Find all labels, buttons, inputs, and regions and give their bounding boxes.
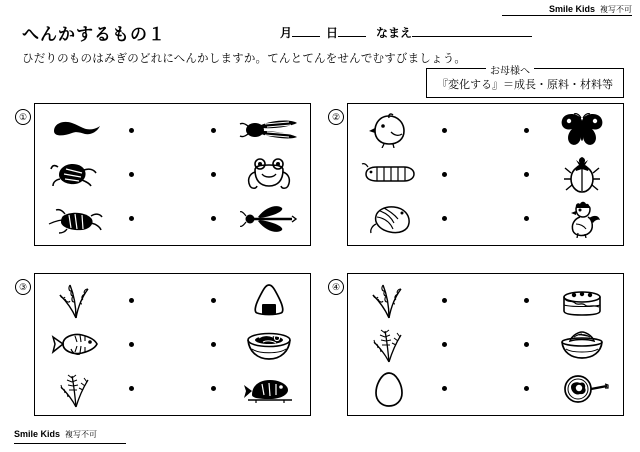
problem-number-4: ④ (328, 279, 344, 295)
cake-icon (551, 280, 613, 320)
field-month-label: 月 (280, 26, 293, 40)
tadpole-icon (45, 110, 107, 150)
field-day[interactable] (326, 22, 366, 41)
problem-1-right-column (173, 104, 311, 245)
problem-1-left-column (35, 104, 173, 245)
egg-icon (358, 369, 420, 409)
problem-panel-3 (16, 273, 311, 416)
brand-note-footer: 複写不可 (65, 430, 98, 439)
list-item[interactable] (173, 324, 301, 364)
problem-number-3: ③ (15, 279, 31, 295)
cicada-nymph-icon (45, 154, 107, 194)
list-item[interactable] (45, 110, 173, 150)
list-item[interactable] (45, 199, 173, 239)
rice-bowl-icon (551, 324, 613, 364)
list-item[interactable] (173, 369, 301, 409)
rooster-icon (551, 199, 613, 239)
dragonfly-icon (238, 199, 300, 239)
connect-dot-left[interactable] (129, 128, 134, 133)
field-day-line[interactable] (338, 22, 366, 37)
fried-egg-pan-icon (551, 369, 613, 409)
problem-panel-2 (329, 103, 624, 246)
list-item[interactable] (45, 324, 173, 364)
connect-dot-right[interactable] (524, 216, 529, 221)
problem-3-right-column (173, 274, 311, 415)
list-item[interactable] (173, 110, 301, 150)
connect-dot-right[interactable] (524, 386, 529, 391)
problems-grid (16, 103, 624, 418)
brand-top-rule (502, 15, 632, 16)
connect-dot-left[interactable] (442, 128, 447, 133)
list-item[interactable] (358, 110, 486, 150)
noodle-bowl-icon (238, 324, 300, 364)
wheat-icon (358, 324, 420, 364)
connect-dot-left[interactable] (129, 298, 134, 303)
connect-dot-right[interactable] (211, 172, 216, 177)
brand-note: 複写不可 (600, 5, 632, 14)
list-item[interactable] (358, 280, 486, 320)
list-item[interactable] (358, 324, 486, 364)
list-item[interactable] (173, 154, 301, 194)
connect-dot-right[interactable] (211, 216, 216, 221)
connect-dot-right[interactable] (211, 128, 216, 133)
list-item[interactable] (486, 369, 614, 409)
field-name-label: なまえ (376, 26, 413, 40)
connect-dot-left[interactable] (129, 216, 134, 221)
cicada-icon (238, 110, 300, 150)
brand-name-footer: Smile Kids (14, 429, 61, 439)
list-item[interactable] (358, 369, 486, 409)
connect-dot-left[interactable] (129, 386, 134, 391)
list-item[interactable] (173, 280, 301, 320)
list-item[interactable] (486, 280, 614, 320)
connect-dot-right[interactable] (524, 342, 529, 347)
problem-4-left-column (348, 274, 486, 415)
connect-dot-left[interactable] (129, 342, 134, 347)
field-day-label: 日 (326, 26, 339, 40)
problem-3-left-column (35, 274, 173, 415)
rice-ball-icon (238, 280, 300, 320)
connect-dot-left[interactable] (442, 298, 447, 303)
parent-note-label: お母様へ (486, 62, 534, 77)
rice-plant-icon (45, 280, 107, 320)
connect-dot-right[interactable] (211, 342, 216, 347)
wheat-icon (45, 369, 107, 409)
list-item[interactable] (45, 280, 173, 320)
brand-bottom-rule (14, 443, 126, 444)
field-name-line[interactable] (412, 22, 532, 37)
list-item[interactable] (486, 324, 614, 364)
beetle-icon (551, 154, 613, 194)
connect-dot-right[interactable] (524, 298, 529, 303)
rice-plant-icon (358, 280, 420, 320)
connect-dot-right[interactable] (524, 172, 529, 177)
problem-number-1: ① (15, 109, 31, 125)
field-month[interactable] (280, 22, 320, 41)
connect-dot-left[interactable] (442, 342, 447, 347)
list-item[interactable] (486, 154, 614, 194)
list-item[interactable] (173, 199, 301, 239)
instruction-text: ひだりのものはみぎのどれにへんかしますか。てんとてんをせんでむすびましょう。 (22, 53, 467, 65)
butterfly-icon (551, 110, 613, 150)
connect-dot-left[interactable] (442, 172, 447, 177)
beetle-larva-icon (358, 199, 420, 239)
field-month-line[interactable] (292, 22, 320, 37)
fish-icon (45, 324, 107, 364)
header-fields (280, 22, 610, 41)
list-item[interactable] (358, 199, 486, 239)
connect-dot-left[interactable] (129, 172, 134, 177)
brand-name: Smile Kids (548, 4, 595, 14)
connect-dot-left[interactable] (442, 386, 447, 391)
problem-2-right-column (486, 104, 624, 245)
list-item[interactable] (45, 369, 173, 409)
problem-box-4 (347, 273, 624, 416)
parent-note-text: 『変化する』＝成長・原料・材料等 (426, 68, 624, 98)
page-title: へんかするもの１ (22, 25, 166, 44)
brand-top (549, 4, 632, 15)
list-item[interactable] (45, 154, 173, 194)
parent-note (426, 68, 624, 98)
grilled-fish-icon (238, 369, 300, 409)
field-name[interactable] (376, 22, 532, 41)
problem-box-3 (34, 273, 311, 416)
problem-panel-1 (16, 103, 311, 246)
chick-icon (358, 110, 420, 150)
problem-number-2: ② (328, 109, 344, 125)
list-item[interactable] (486, 110, 614, 150)
brand-bottom (14, 429, 97, 440)
problem-2-left-column (348, 104, 486, 245)
problem-box-1 (34, 103, 311, 246)
connect-dot-right[interactable] (211, 386, 216, 391)
list-item[interactable] (358, 154, 486, 194)
list-item[interactable] (486, 199, 614, 239)
caterpillar-icon (358, 154, 420, 194)
connect-dot-right[interactable] (524, 128, 529, 133)
frog-icon (238, 154, 300, 194)
problem-4-right-column (486, 274, 624, 415)
connect-dot-right[interactable] (211, 298, 216, 303)
dragonfly-nymph-icon (45, 199, 107, 239)
connect-dot-left[interactable] (442, 216, 447, 221)
problem-box-2 (347, 103, 624, 246)
problem-panel-4 (329, 273, 624, 416)
